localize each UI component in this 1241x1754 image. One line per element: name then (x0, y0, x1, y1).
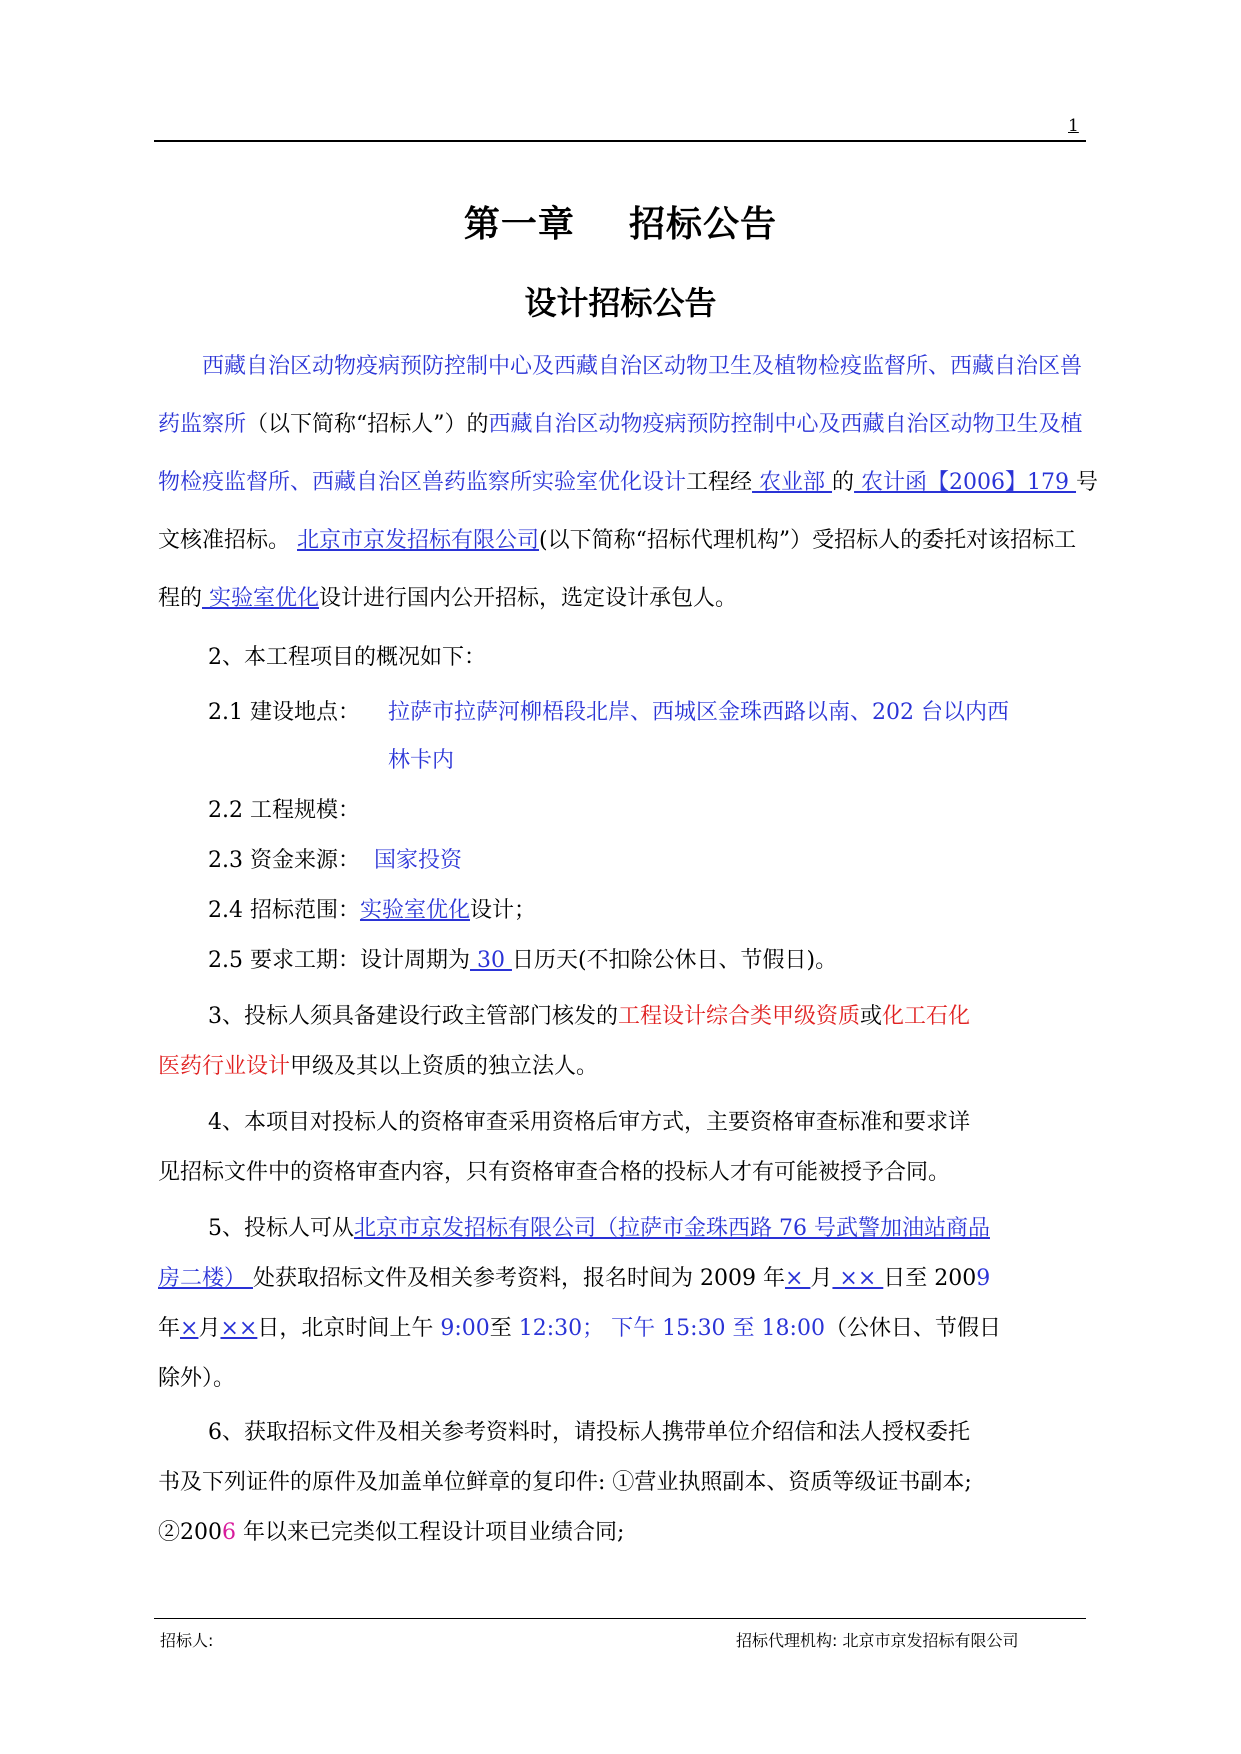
qualification-b: 化工石化 (882, 1004, 971, 1029)
approval-text: 工程经 (686, 470, 753, 495)
footer-rule (154, 1618, 1086, 1619)
end-year-digit: 9 (976, 1266, 991, 1291)
afternoon-time: 15:30 至 18:00 (662, 1316, 825, 1341)
tender-purpose-text: 设计进行国内公开招标，选定设计承包人。 (319, 586, 738, 611)
obtain-location: 北京市京发招标有限公司（拉萨市金珠西路 76 号武警加油站商品 (354, 1216, 990, 1241)
section-5-line-3 (158, 1314, 1001, 1344)
scale-label: 2.2 工程规模： (208, 798, 360, 823)
chapter-title: 第一章 招标公告 (463, 203, 778, 245)
scope-intro: 程的 (158, 586, 203, 611)
morning-to: 至 (489, 1316, 519, 1341)
p1-line-1 (202, 352, 1082, 382)
footer-tenderer: 招标人: (160, 1631, 214, 1650)
section-3-line-2 (158, 1052, 598, 1082)
section-4-line-2: 见招标文件中的资格审查内容，只有资格审查合格的投标人才有可能被授予合同。 (158, 1160, 951, 1185)
section-6-line-3 (158, 1518, 624, 1548)
afternoon-label: ； 下午 (582, 1316, 663, 1341)
morning-start: 9:00 (440, 1316, 490, 1341)
qualification-intro: 3、投标人须具备建设行政主管部门核发的 (208, 1004, 618, 1029)
section-3-line-1 (208, 1002, 970, 1032)
agency-name: 北京市京发招标有限公司 (297, 528, 540, 553)
fund-value: 国家投资 (373, 848, 462, 873)
section-4-line-1: 4、本项目对投标人的资格审查采用资格后审方式，主要资格审查标准和要求详 (208, 1110, 970, 1135)
period-label: 2.5 要求工期：设计周期为 (208, 948, 470, 973)
fund-line (208, 846, 462, 876)
location-value-line-2: 林卡内 (388, 748, 455, 773)
section-5-line-4: 除外）。 (158, 1366, 236, 1391)
scope-suffix: 设计； (470, 898, 537, 923)
qualification-or: 或 (860, 1004, 883, 1029)
qualification-b-end: 医药行业设计 (158, 1054, 291, 1079)
tenderer-name-end: 药监察所 (158, 412, 247, 437)
location-label: 2.1 建设地点： (208, 700, 360, 725)
agency-abbrev-text: (以下简称“招标代理机构”）受招标人的委托对该招标工 (539, 528, 1077, 553)
section-2-intro: 2、本工程项目的概况如下： (208, 645, 486, 670)
performance-year-prefix: ②200 (158, 1520, 222, 1545)
location-value-line-1: 拉萨市拉萨河柳梧段北岸、西城区金珠西路以南、202 台以内西 (388, 700, 1009, 725)
registration-text: 处获取招标文件及相关参考资料，报名时间为 2009 年 (253, 1266, 785, 1291)
section-6-line-1: 6、获取招标文件及相关参考资料时，请投标人携带单位介绍信和法人授权委托 (208, 1420, 970, 1445)
end-day: ×× (220, 1316, 258, 1341)
page-number: 1 (1068, 116, 1079, 136)
obtain-location-end: 房二楼） (158, 1266, 253, 1291)
period-line (208, 946, 837, 976)
p1-line-5 (158, 584, 737, 614)
p1-line-4 (158, 526, 1076, 556)
p1-line-2 (158, 410, 1083, 440)
period-suffix: 日历天(不扣除公休日、节假日)。 (511, 948, 838, 973)
qualification-a: 工程设计综合类甲级资质 (618, 1004, 861, 1029)
approval-of: 的 (832, 470, 855, 495)
year-label: 年 (158, 1316, 181, 1341)
scope-label: 2.4 招标范围： (208, 898, 360, 923)
time-intro: 日，北京时间上午 (257, 1316, 441, 1341)
section-5-line-1 (208, 1214, 990, 1244)
p1-line-3 (158, 468, 1098, 498)
performance-year-digit: 6 (222, 1520, 236, 1545)
fund-label: 2.3 资金来源： (208, 848, 360, 873)
end-month: × (180, 1316, 199, 1341)
period-value: 30 (469, 948, 512, 973)
notice-title: 设计招标公告 (524, 284, 717, 322)
month-label-2: 月 (198, 1316, 221, 1341)
header-rule (154, 140, 1086, 142)
morning-end: 12:30 (518, 1316, 583, 1341)
approval-end-text: 文核准招标。 (158, 528, 297, 553)
tenderer-names: 西藏自治区动物疫病预防控制中心及西藏自治区动物卫生及植物检疫监督所、西藏自治区兽 (202, 354, 1083, 379)
day-to-year: 日至 200 (883, 1266, 977, 1291)
start-day: ×× (832, 1266, 884, 1291)
approval-number-suffix: 号 (1076, 470, 1099, 495)
month-label: 月 (810, 1266, 833, 1291)
approving-ministry: 农业部 (752, 470, 833, 495)
tenderer-abbrev-text: （以下简称“招标人”）的 (246, 412, 489, 437)
section-5-line-2 (158, 1264, 990, 1294)
holiday-note: （公休日、节假日 (824, 1316, 1001, 1341)
footer-agency: 招标代理机构: 北京市京发招标有限公司 (736, 1631, 1019, 1650)
project-name: 西藏自治区动物疫病预防控制中心及西藏自治区动物卫生及植 (488, 412, 1083, 437)
qualification-suffix: 甲级及其以上资质的独立法人。 (290, 1054, 599, 1079)
design-scope: 实验室优化 (202, 586, 320, 611)
section-6-line-2: 书及下列证件的原件及加盖单位鲜章的复印件: ①营业执照副本、资质等级证书副本; (158, 1470, 972, 1495)
project-name-end: 物检疫监督所、西藏自治区兽药监察所实验室优化设计 (158, 470, 687, 495)
performance-text: 年以来已完类似工程设计项目业绩合同; (236, 1520, 625, 1545)
scope-line (208, 896, 536, 926)
obtain-intro: 5、投标人可从 (208, 1216, 354, 1241)
scope-value: 实验室优化 (359, 898, 470, 923)
start-month: × (784, 1266, 811, 1291)
approval-document-number: 农计函【2006】179 (854, 470, 1077, 495)
